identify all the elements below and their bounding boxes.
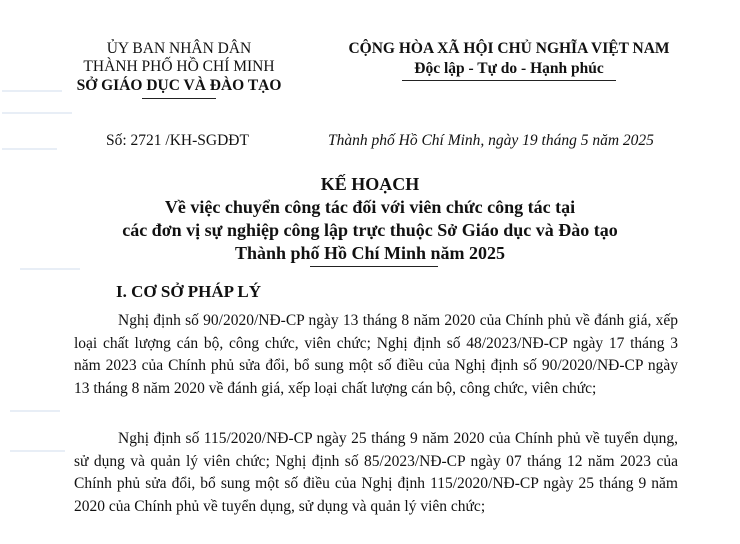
national-title: CỘNG HÒA XÃ HỘI CHỦ NGHĨA VIỆT NAM	[348, 40, 670, 57]
paragraph-text: Nghị định số 115/2020/NĐ-CP ngày 25 tháng 9 năm 2020 của Chính phủ về tuyển dụng, sử dụng và quản lý viên chức; Nghị định số 85/2023/NĐ-CP ngày 07 tháng 12 năm 2023 của Chính phủ sửa đổi, bổ sung một số điều của Nghị định 115/2020/NĐ-CP ngày 25 tháng 9 năm 2020 của Chính phủ về tuyển dụng, sử dụng và quản lý viên chức;	[74, 430, 678, 515]
bleed-mark	[10, 450, 65, 452]
paragraph-text: Nghị định số 90/2020/NĐ-CP ngày 13 tháng 8 năm 2020 của Chính phủ về đánh giá, xếp loại chất lượng cán bộ, công chức, viên chức; Nghị định số 48/2023/NĐ-CP ngày 17 tháng 3 năm 2023 của Chính phủ sửa đổi, bổ sung một số điều của Nghị định số 90/2020/NĐ-CP ngày 13 tháng 8 năm 2020 về đánh giá, xếp loại chất lượng cán bộ, công chức, viên chức;	[74, 312, 678, 397]
bleed-mark	[20, 268, 80, 270]
document-date: Thành phố Hồ Chí Minh, ngày 19 tháng 5 năm 2025	[328, 132, 654, 149]
title-underline	[310, 266, 438, 267]
document-subject-line1: Về việc chuyển công tác đối với viên chức công tác tại	[164, 197, 576, 217]
legal-basis-paragraph-2	[74, 428, 678, 518]
document-subject-line3: Thành phố Hồ Chí Minh năm 2025	[234, 243, 506, 263]
bleed-mark	[2, 90, 62, 92]
document-subject-line2: các đơn vị sự nghiệp công lập trực thuộc Sở Giáo dục và Đào tạo	[122, 220, 618, 240]
agency-name: SỞ GIÁO DỤC VÀ ĐÀO TẠO	[76, 77, 282, 94]
document-type: KẾ HOẠCH	[320, 174, 420, 194]
legal-basis-paragraph-1	[74, 310, 678, 400]
motto-underline	[402, 80, 616, 81]
section-heading: I. CƠ SỞ PHÁP LÝ	[116, 282, 261, 301]
document-number: Số: 2721 /KH-SGDĐT	[106, 132, 249, 149]
agency-city: THÀNH PHỐ HỒ CHÍ MINH	[83, 58, 275, 75]
bleed-mark	[10, 410, 60, 412]
agency-underline	[142, 98, 216, 99]
national-motto: Độc lập - Tự do - Hạnh phúc	[414, 60, 604, 77]
agency-parent: ỦY BAN NHÂN DÂN	[106, 40, 252, 57]
bleed-mark	[2, 112, 72, 114]
bleed-mark	[2, 148, 57, 150]
